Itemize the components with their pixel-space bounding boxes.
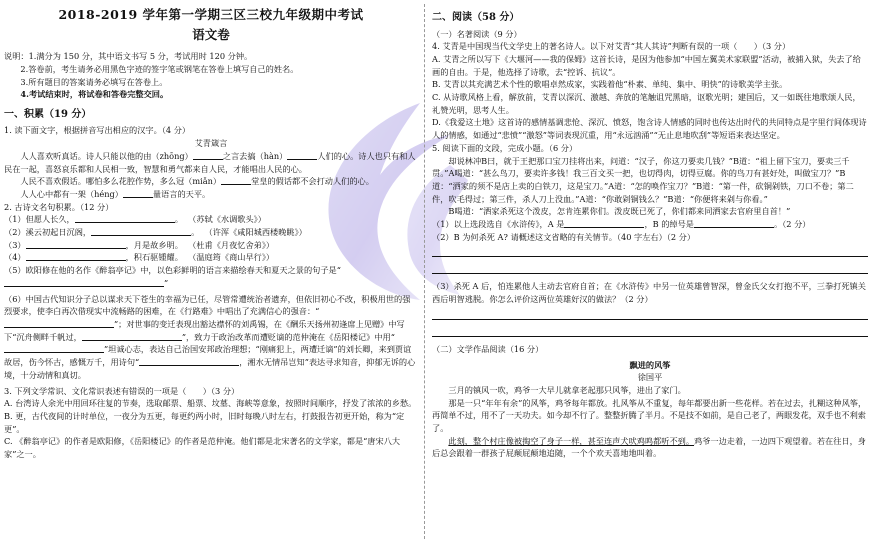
- answer-blank[interactable]: [287, 151, 317, 160]
- q2-item-2: （2）溪云初起日沉阁， 。 （许浑《咸阳城西楼晚眺》）: [4, 227, 307, 238]
- exam-subtitle: 语文卷: [192, 26, 230, 42]
- column-divider: [424, 4, 425, 539]
- answer-blank[interactable]: [123, 189, 153, 198]
- answer-blank[interactable]: [75, 214, 175, 223]
- answer-blank[interactable]: [91, 227, 191, 236]
- answer-blank[interactable]: [26, 252, 126, 261]
- q5-sub-2: （2）B 为何杀死 A? 请概述这文省略的有关情节。（40 字左右）（2 分）: [432, 231, 696, 242]
- story-author: 徐国平: [637, 372, 663, 383]
- section-2-heading: 二、阅读（58 分）: [432, 12, 520, 23]
- section-1-heading: 一、积累（19 分）: [4, 108, 92, 120]
- q2-item-1: （1）但愿人长久， 。 （苏轼《水调歌头》）: [4, 214, 266, 225]
- answer-blank[interactable]: [564, 219, 644, 228]
- question-3: 3. 下列文学常识、文化常识表述有错误的一项是（ ）（3 分）: [4, 385, 240, 396]
- answer-blank[interactable]: [4, 344, 104, 353]
- q1-passage-p3: 人人心中都有一架（héng） 量语言的天平。: [20, 188, 211, 199]
- q1-passage-title: 艾青箴言: [194, 138, 228, 149]
- q1-passage-p1: 人人喜欢听真话。诗人只能以他的由（zhōng） 之言去搞（hàn） 人们的心。诗人也只有和人民在一起，喜怒哀乐都和人民相一致，智慧和勇气都来自人民，才能唱出人民的心。: [4, 150, 416, 174]
- q5-sub-1: （1）以上选段选自《水浒传》，A 是 ，B 的绰号是 。（2 分）: [432, 219, 811, 230]
- question-1: 1. 读下面文字，根据拼音写出相应的汉字。（4 分）: [4, 125, 191, 136]
- q1-passage-p2: 人民不喜欢假话。哪怕多么花腔作势，多么冠（miǎn） 堂皇的假话都不会打动人们的心。: [20, 176, 374, 187]
- answer-line[interactable]: [432, 326, 868, 337]
- q3-option-c: C. 《醉翁亭记》的作者是欧阳修，《岳阳楼记》的作者是范仲淹。他们都是北宋著名的文学家，都是“唐宋八大家”之一。: [4, 436, 401, 460]
- story-paragraph-3: 此刻，整个村庄像被掏空了身子一样，甚至连声犬吠鸡鸣都听不到。鸡爷一边走着，一边四下观望着。若在往日，身后总会跟着一群孩子屁颠屁颠地追随，一个个欢天喜地地叫着。: [432, 435, 866, 459]
- q2-item-5: （5）欧阳修在他的名作《醉翁亭记》中，以色彩鲜明的语言来描绘春天和夏天之景的句子是“”: [4, 265, 341, 288]
- q5-passage-2: B喝道：“洒家杀死这个泼皮，怎肯连累你们。泼皮既已死了，你们都来同洒家去官府里自首！”: [448, 206, 791, 217]
- question-4: 4. 艾青是中国现当代文学史上的著名诗人。以下对艾青“其人其诗”判断有误的一项（ ）（3 分）: [432, 41, 791, 52]
- q4-option-a: A. 艾青之所以写下《大堰河——我的保姆》这首长诗，是因为他参加“中国左翼美术家联盟”活动，被捕入狱，失去了给画的自由。于是，他选择了诗歌，去“控诉、抗议”。: [432, 53, 861, 77]
- answer-blank[interactable]: [694, 219, 774, 228]
- answer-line[interactable]: [432, 309, 868, 320]
- story-paragraph-1: 三月的镇风一吹，鸡爷一大早儿就拿老起那只风筝，进出了家门。: [448, 384, 686, 395]
- note-2: 2.答卷前，考生请务必用黑色字迹的签字笔或钢笔在答卷上填写自己的姓名。: [20, 63, 299, 74]
- q2-item-6: （6）中国古代知识分子总以谋求天下苍生的幸福为已任，尽管常遭统治者遗弃，但依旧初心不改，积极用世的强烈要求，使李白再次借现实中流畅路的困难，在《行路难》中唱出了充满信心的强音：“”；对世事的变迁表现出豁达襟怀的刘禹锡，在《酬乐天扬州初逢席上见赠》中写下“沉舟侧畔千帆过， ”，致力于政治改革而遭贬谪的范仲淹在《岳阳楼记》中用“”坦诚心志，表达自己治国安邦政治理想；“刚痛犯上，两遭迁谪”的刘长卿，来到贾谊故居，伤今怀古，感慨万千，用诗句“ ，湘水无情吊岂知”表达寻求知音，抑郁无诉的心境，十分动情和真切。: [4, 293, 416, 380]
- q5-sub-3: （3）杀死 A 后，怕连累他人主动去官府自首；在《水浒传》中另一位英雄曾智深，曾金氏父女打抱不平，三拳打死镇关西后明智逃脱。你怎么评价这两位英雄好汉的做法？（2 分）: [432, 281, 866, 305]
- part-1-heading: （一）名著阅读（9 分）: [432, 28, 522, 39]
- q4-option-b: B. 艾青以其充满艺术个性的歌唱卓然成家，实践着他“朴素、单纯、集中、明快”的诗歌美学主张。: [432, 79, 788, 90]
- q4-option-c: C. 从诗歌风格上看，解放前，艾青以深沉、激越、奔放的笔触诅咒黑暗，讴歌光明；建国后，又一如既往地歌颂人民，礼赞光明，思考人生。: [432, 92, 861, 115]
- answer-blank[interactable]: [193, 151, 223, 160]
- answer-blank[interactable]: [26, 240, 126, 249]
- right-column: [432, 6, 868, 460]
- note-3: 3.所有题目的答案请务必填写在答卷上。: [20, 76, 168, 87]
- part-2-heading: （二）文学作品阅读（16 分）: [432, 343, 544, 354]
- q5-passage: 却说林冲B曰，就于王把那口宝刀挂将出来，问道：“汉子，你这刀要卖几钱？”B道：“祖上留下宝刀，要卖三千贯。”A喝道：“甚么鸟刀，要卖许多钱！我三百文买一把，也切得肉，切得豆腐。你的鸟刀有甚好处，叫做宝刀？”B道：“洒家的须不是店上卖的白铁刀，这是宝刀。”A道：“怎的唤作宝刀？”B道：“第一件，砍铜剁铁，刀口不卷；第二件，吹毛得过；第三件，杀人刀上没血。”A道：“你敢剁铜钱么？”B道：“你便将来剁与你看。”: [432, 155, 854, 204]
- answer-blank[interactable]: [221, 176, 251, 185]
- left-column: [4, 6, 418, 461]
- answer-line[interactable]: [432, 246, 868, 257]
- answer-blank[interactable]: [4, 319, 114, 328]
- story-paragraph-2: 那是一只“年年有余”的风筝，鸡爷每年都放。扎风筝从不重复，每年都要出新一些花样。若在过去，扎糊这种风筝，再简单不过，用不了一天功夫。如今却不行了。整整折腾了半月。不是技不如前，是自己老了，两眼发花，双手也不利索了。: [432, 397, 867, 434]
- note-4: 4.考试结束时，将试卷和答卷完整交回。: [20, 89, 169, 100]
- answer-blank[interactable]: [82, 332, 182, 341]
- answer-line[interactable]: [432, 263, 868, 274]
- q2-item-3: （3） ，月是故乡明。 （杜甫《月夜忆舍弟》）: [4, 239, 275, 250]
- note-1: 说明：1.满分为 150 分，其中语文书写 5 分，考试用时 120 分钟。: [4, 51, 253, 62]
- answer-blank[interactable]: [4, 278, 164, 287]
- q3-option-b: B. 更，古代夜间的计时单位，一夜分为五更，每更约两小时，旧时每晚八时左右，打鼓报告初更开始，称为“定更”。: [4, 410, 405, 434]
- exam-title: 2018-2019 学年第一学期三区三校九年级期中考试: [58, 7, 364, 22]
- q3-option-a: A. 台湾诗人余光中用回环往复的节奏，选取邮票、船票、坟墓、海峡等意象，按照时间顺序，抒发了浓浓的乡愁。: [4, 398, 417, 409]
- q4-option-d: D.《我爱这土地》这首诗的感情基调悲怆、深沉、愤怒，饱含诗人情感的同时也传达出时代的共同特点是字里行间体现诗人的情感，如通过“悲愤”“激怒”等词表现沉重，用“永远汹涌”“无止息地吹刮”等短语来表达坚定。: [432, 117, 867, 141]
- question-2: 2. 古诗文名句积累。（12 分）: [4, 201, 114, 212]
- q2-item-4: （4） ，积石驱锺耀。 （温庭筠《商山早行》）: [4, 252, 275, 263]
- question-5: 5. 阅读下面的文段，完成小题。（6 分）: [432, 142, 578, 153]
- answer-blank[interactable]: [139, 357, 239, 366]
- story-title: 飘进的风筝: [629, 359, 671, 370]
